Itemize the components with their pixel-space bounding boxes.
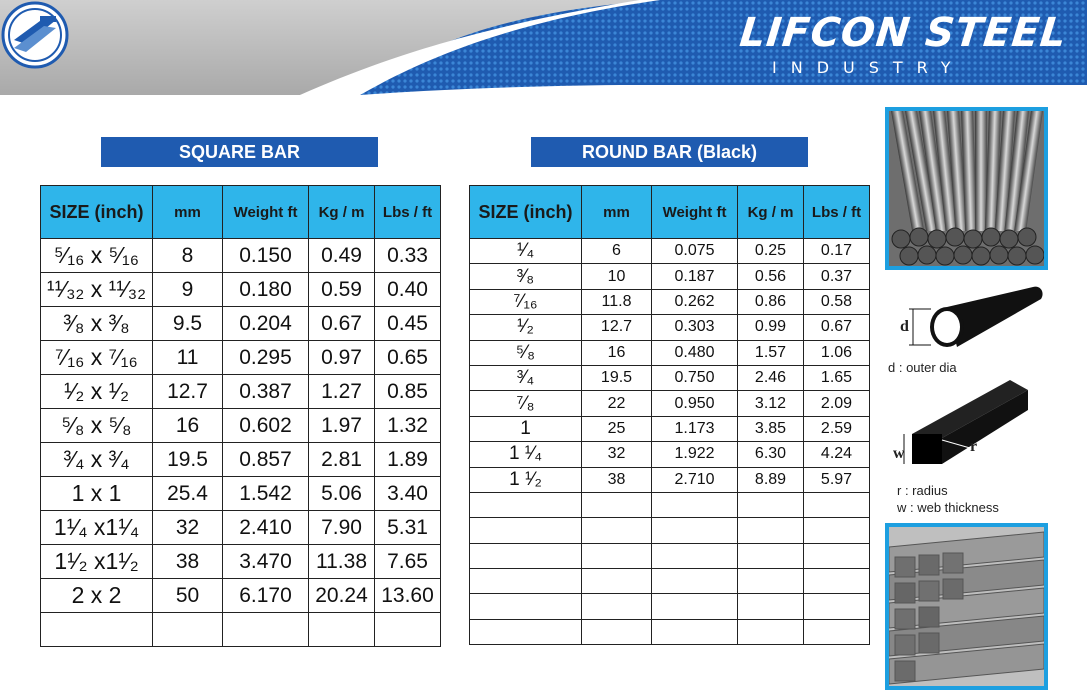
table-cell: 22 (582, 391, 652, 416)
table-row (470, 365, 870, 390)
table-cell: 9 (153, 273, 223, 307)
square-bar-diagram (892, 378, 1042, 473)
table-cell: ³⁄₈ (470, 264, 582, 289)
table-cell: 8 (153, 239, 223, 273)
table-cell: 20.24 (309, 579, 375, 613)
table-cell (738, 594, 804, 619)
table-row (470, 492, 870, 517)
table-row (41, 375, 441, 409)
table-cell: 1.32 (375, 409, 441, 443)
header-banner (0, 0, 1087, 95)
round-bar-header-3: Kg / m (738, 186, 804, 239)
table-cell: 2.410 (223, 511, 309, 545)
table-cell: 6.170 (223, 579, 309, 613)
table-cell: 1.542 (223, 477, 309, 511)
table-cell: ³⁄₄ (470, 365, 582, 390)
table-cell: 3.40 (375, 477, 441, 511)
table-cell: 11.38 (309, 545, 375, 579)
square-diagram-label-w: w (893, 445, 905, 462)
table-cell: 0.075 (652, 239, 738, 264)
table-cell: 2.59 (804, 416, 870, 441)
table-cell: 13.60 (375, 579, 441, 613)
table-cell: 1.97 (309, 409, 375, 443)
table-cell: 0.750 (652, 365, 738, 390)
table-cell (804, 569, 870, 594)
table-cell: 0.950 (652, 391, 738, 416)
table-cell: 2.710 (652, 467, 738, 492)
table-row (41, 341, 441, 375)
square-diagram-label-r: r (970, 438, 978, 455)
table-cell: 16 (582, 340, 652, 365)
square-bar-header-2: Weight ft (223, 186, 309, 239)
table-cell: 0.85 (375, 375, 441, 409)
table-cell: 5.06 (309, 477, 375, 511)
table-cell: 1 (470, 416, 582, 441)
table-cell: 1.27 (309, 375, 375, 409)
table-row (41, 409, 441, 443)
table-cell: 0.56 (738, 264, 804, 289)
table-cell (804, 619, 870, 644)
table-cell: 25 (582, 416, 652, 441)
table-cell: 12.7 (582, 315, 652, 340)
table-cell: 0.37 (804, 264, 870, 289)
table-row (470, 518, 870, 543)
table-row (470, 543, 870, 568)
table-cell: ⁷⁄₈ (470, 391, 582, 416)
table-cell: 0.480 (652, 340, 738, 365)
table-cell: 1.06 (804, 340, 870, 365)
table-cell (652, 594, 738, 619)
table-row (470, 239, 870, 264)
table-row (41, 579, 441, 613)
table-row (41, 307, 441, 341)
table-cell: 3.470 (223, 545, 309, 579)
table-cell: 0.67 (309, 307, 375, 341)
round-bar-header-0: SIZE (inch) (470, 186, 582, 239)
table-cell: 0.204 (223, 307, 309, 341)
table-cell (470, 594, 582, 619)
table-cell (652, 518, 738, 543)
table-cell (738, 543, 804, 568)
brand-subtitle: INDUSTRY (772, 58, 965, 77)
round-diagram-caption: d : outer dia (888, 360, 957, 375)
table-cell: 11.8 (582, 289, 652, 314)
square-bar-header-3: Kg / m (309, 186, 375, 239)
table-row (470, 315, 870, 340)
table-row (470, 340, 870, 365)
table-cell: 19.5 (153, 443, 223, 477)
table-row (41, 273, 441, 307)
table-cell: 16 (153, 409, 223, 443)
table-row (470, 594, 870, 619)
table-cell (470, 619, 582, 644)
table-cell: 5.97 (804, 467, 870, 492)
table-cell: 0.295 (223, 341, 309, 375)
table-cell (652, 569, 738, 594)
table-row (470, 416, 870, 441)
table-row (41, 443, 441, 477)
table-cell: 0.65 (375, 341, 441, 375)
table-cell (652, 619, 738, 644)
table-cell (470, 518, 582, 543)
round-bar-title: ROUND BAR (Black) (531, 137, 808, 167)
table-cell (470, 569, 582, 594)
table-cell (470, 492, 582, 517)
table-row (41, 511, 441, 545)
table-cell: 1 x 1 (41, 477, 153, 511)
table-cell: ⁵⁄₁₆ x ⁵⁄₁₆ (41, 239, 153, 273)
round-bar-header-4: Lbs / ft (804, 186, 870, 239)
table-cell: 0.99 (738, 315, 804, 340)
table-cell: 25.4 (153, 477, 223, 511)
table-cell: ³⁄₄ x ³⁄₄ (41, 443, 153, 477)
table-cell: 3.12 (738, 391, 804, 416)
table-cell: 9.5 (153, 307, 223, 341)
table-cell (804, 543, 870, 568)
table-cell: ¹⁄₄ (470, 239, 582, 264)
brand-name: LIFCON STEEL (737, 10, 1070, 56)
table-row (470, 391, 870, 416)
table-cell: 0.97 (309, 341, 375, 375)
table-cell (652, 543, 738, 568)
table-cell: 1.89 (375, 443, 441, 477)
table-cell: 2.46 (738, 365, 804, 390)
table-cell: 2 x 2 (41, 579, 153, 613)
round-bar-rows (470, 239, 870, 645)
table-cell: 0.857 (223, 443, 309, 477)
table-cell (153, 613, 223, 647)
table-cell: 32 (582, 442, 652, 467)
table-cell: 1¹⁄₂ x1¹⁄₂ (41, 545, 153, 579)
table-cell: ³⁄₈ x ³⁄₈ (41, 307, 153, 341)
table-row (41, 613, 441, 647)
round-bars-photo (885, 107, 1048, 270)
table-cell: 0.25 (738, 239, 804, 264)
table-cell (309, 613, 375, 647)
round-bar-header-2: Weight ft (652, 186, 738, 239)
table-cell (804, 492, 870, 517)
table-row (470, 442, 870, 467)
table-row (41, 545, 441, 579)
table-cell: ⁵⁄₈ (470, 340, 582, 365)
table-cell: 2.09 (804, 391, 870, 416)
table-cell (223, 613, 309, 647)
table-cell: 2.81 (309, 443, 375, 477)
table-cell (582, 569, 652, 594)
table-cell: 50 (153, 579, 223, 613)
table-row (470, 619, 870, 644)
table-cell: 0.17 (804, 239, 870, 264)
table-cell (804, 594, 870, 619)
table-cell: 38 (153, 545, 223, 579)
table-cell: 1.173 (652, 416, 738, 441)
round-bar-header-1: mm (582, 186, 652, 239)
table-cell (582, 492, 652, 517)
table-cell: 6.30 (738, 442, 804, 467)
square-diagram-caption-r: r : radius (897, 483, 948, 498)
table-cell (804, 518, 870, 543)
table-row (41, 477, 441, 511)
table-row (470, 289, 870, 314)
table-cell: 0.262 (652, 289, 738, 314)
table-cell: 0.180 (223, 273, 309, 307)
table-cell (582, 543, 652, 568)
table-cell: 7.90 (309, 511, 375, 545)
table-cell: 38 (582, 467, 652, 492)
square-bar-title: SQUARE BAR (101, 137, 378, 167)
table-cell: ⁷⁄₁₆ (470, 289, 582, 314)
table-row (470, 264, 870, 289)
table-cell: ⁷⁄₁₆ x ⁷⁄₁₆ (41, 341, 153, 375)
table-cell: 0.150 (223, 239, 309, 273)
table-cell (375, 613, 441, 647)
table-cell: ⁵⁄₈ x ⁵⁄₈ (41, 409, 153, 443)
round-diagram-label-d: d (900, 318, 909, 335)
table-cell (582, 518, 652, 543)
table-cell (652, 492, 738, 517)
table-cell (738, 518, 804, 543)
table-cell (470, 543, 582, 568)
table-cell: 0.33 (375, 239, 441, 273)
round-bar-diagram (895, 283, 1045, 353)
square-bar-header-0: SIZE (inch) (41, 186, 153, 239)
table-cell: 3.85 (738, 416, 804, 441)
table-cell: ¹⁄₂ x ¹⁄₂ (41, 375, 153, 409)
table-cell (582, 594, 652, 619)
table-cell: 1 ¹⁄₄ (470, 442, 582, 467)
table-cell (738, 492, 804, 517)
round-bar-table (469, 185, 870, 645)
table-cell: 1.922 (652, 442, 738, 467)
table-cell: 1¹⁄₄ x1¹⁄₄ (41, 511, 153, 545)
table-cell: 0.387 (223, 375, 309, 409)
table-cell: 32 (153, 511, 223, 545)
table-cell: 0.187 (652, 264, 738, 289)
table-cell: 1.57 (738, 340, 804, 365)
square-bar-header-row (41, 186, 441, 239)
table-cell: 5.31 (375, 511, 441, 545)
table-cell: 19.5 (582, 365, 652, 390)
round-bar-header-row (470, 186, 870, 239)
table-cell: 0.40 (375, 273, 441, 307)
table-cell (738, 619, 804, 644)
table-cell: 0.58 (804, 289, 870, 314)
table-row (470, 467, 870, 492)
table-cell: 0.602 (223, 409, 309, 443)
table-cell: 0.67 (804, 315, 870, 340)
table-cell: 12.7 (153, 375, 223, 409)
table-cell: 0.303 (652, 315, 738, 340)
square-diagram-caption-w: w : web thickness (897, 500, 999, 515)
square-bars-photo (885, 523, 1048, 690)
square-bar-header-1: mm (153, 186, 223, 239)
square-bar-table (40, 185, 441, 647)
table-cell: 0.59 (309, 273, 375, 307)
table-cell: 1.65 (804, 365, 870, 390)
square-bar-header-4: Lbs / ft (375, 186, 441, 239)
table-cell: ¹¹⁄₃₂ x ¹¹⁄₃₂ (41, 273, 153, 307)
table-cell (41, 613, 153, 647)
table-cell: 11 (153, 341, 223, 375)
table-cell: 0.86 (738, 289, 804, 314)
table-cell (582, 619, 652, 644)
square-bars-image (889, 527, 1044, 686)
company-logo (0, 0, 70, 70)
table-cell: 7.65 (375, 545, 441, 579)
table-cell: 4.24 (804, 442, 870, 467)
table-cell: 1 ¹⁄₂ (470, 467, 582, 492)
table-cell: 0.45 (375, 307, 441, 341)
table-cell: 6 (582, 239, 652, 264)
table-cell: 8.89 (738, 467, 804, 492)
round-bars-image (889, 111, 1044, 266)
table-cell (738, 569, 804, 594)
square-bar-rows (41, 239, 441, 647)
table-row (470, 569, 870, 594)
table-row (41, 239, 441, 273)
table-cell: 10 (582, 264, 652, 289)
table-cell: 0.49 (309, 239, 375, 273)
table-cell: ¹⁄₂ (470, 315, 582, 340)
